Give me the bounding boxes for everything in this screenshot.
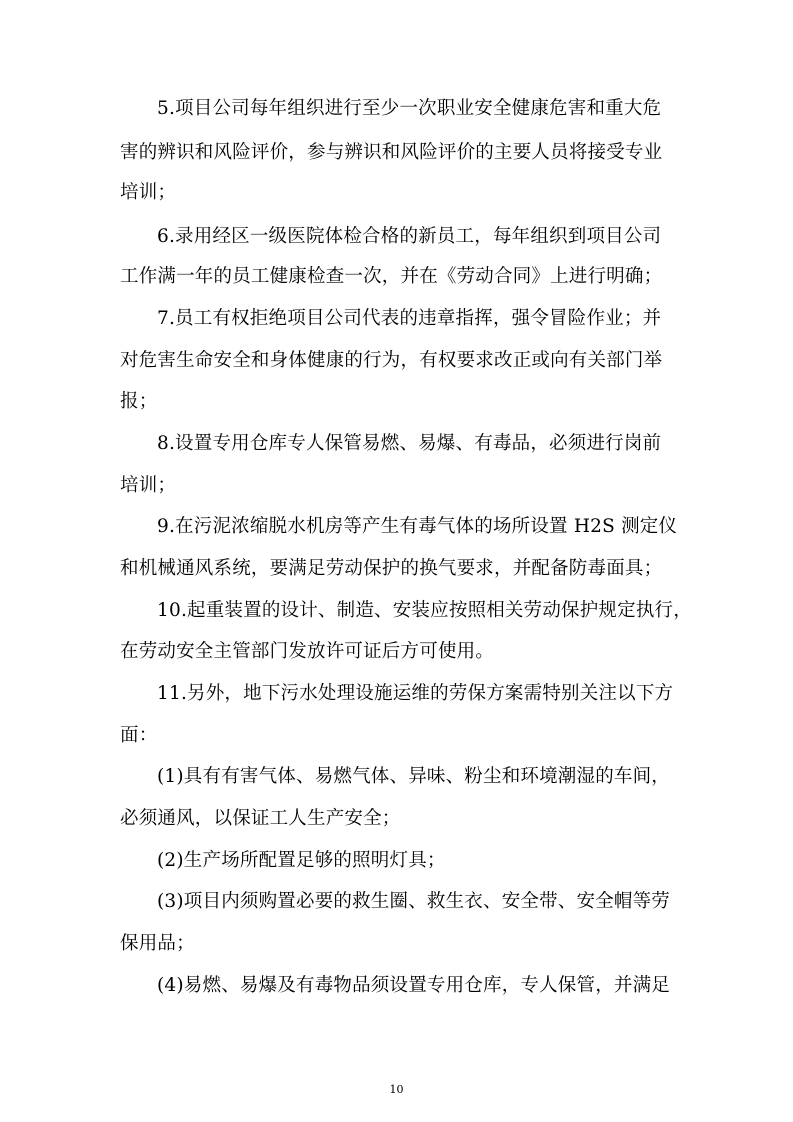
text-line: 6.录用经区一级医院体检合格的新员工，每年组织到项目公司	[157, 226, 662, 247]
text-line: 必须通风，以保证工人生产安全；	[120, 808, 401, 829]
page-number: 10	[389, 1083, 404, 1096]
text-line: (3)项目内须购置必要的救生圈、救生衣、安全带、安全帽等劳	[157, 891, 671, 912]
text-line: 培训；	[120, 475, 177, 496]
text-line: 8.设置专用仓库专人保管易燃、易爆、有毒品，必须进行岗前	[157, 433, 662, 454]
text-line: 和机械通风系统，要满足劳动保护的换气要求，并配备防毒面具；	[120, 558, 663, 579]
text-line: 报；	[120, 391, 158, 412]
text-line: 5.项目公司每年组织进行至少一次职业安全健康危害和重大危	[157, 98, 662, 119]
text-line: 对危害生命安全和身体健康的行为，有权要求改正或向有关部门举	[120, 350, 663, 371]
text-line: 工作满一年的员工健康检查一次，并在《劳动合同》上进行明确；	[120, 266, 663, 287]
text-line: 在劳动安全主管部门发放许可证后方可使用。	[120, 641, 495, 662]
text-line: 保用品；	[120, 933, 195, 954]
text-line: 7.员工有权拒绝项目公司代表的违章指挥，强令冒险作业；并	[157, 308, 662, 329]
text-line: (2)生产场所配置足够的照明灯具；	[157, 850, 446, 871]
text-line: 培训；	[120, 182, 177, 203]
text-line: 11.另外，地下污水处理设施运维的劳保方案需特别关注以下方	[157, 683, 674, 704]
text-line: (4)易燃、易爆及有毒物品须设置专用仓库，专人保管，并满足	[157, 975, 671, 996]
text-line: 面：	[120, 725, 158, 746]
text-line: 害的辨识和风险评价，参与辨识和风险评价的主要人员将接受专业	[120, 142, 663, 163]
text-line: (1)具有有害气体、易燃气体、异味、粉尘和环境潮湿的车间，	[157, 766, 671, 787]
text-line: 10.起重装置的设计、制造、安装应按照相关劳动保护规定执行，	[157, 600, 692, 621]
text-line: 9.在污泥浓缩脱水机房等产生有毒气体的场所设置 H2S 测定仪	[157, 516, 678, 537]
